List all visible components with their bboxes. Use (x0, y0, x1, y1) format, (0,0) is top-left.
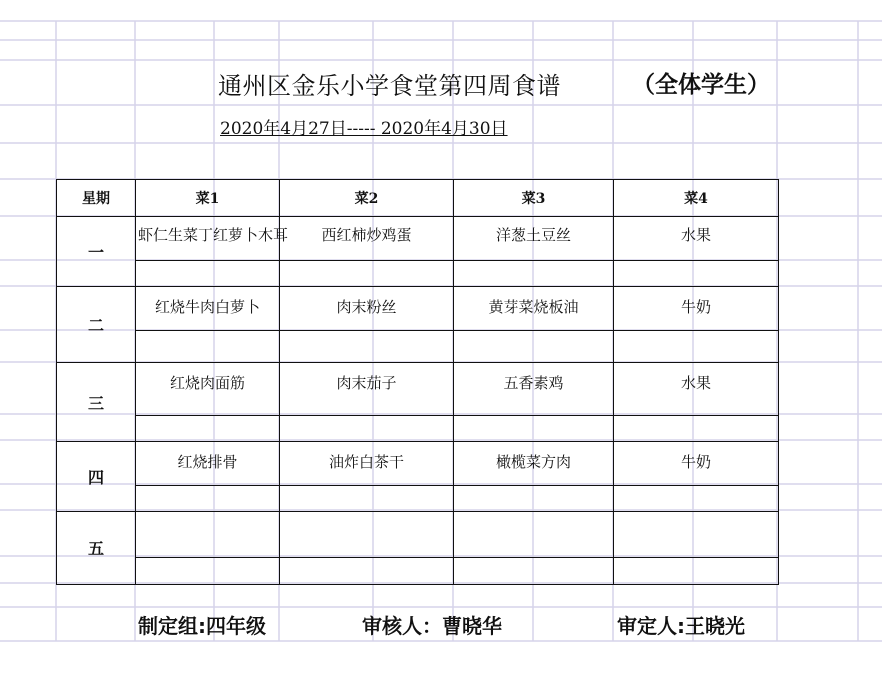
dish-cell[interactable]: 红烧牛肉白萝卜 (136, 287, 280, 331)
dish-cell[interactable]: 洋葱土豆丝 (454, 217, 614, 261)
dish-cell[interactable]: 水果 (614, 363, 779, 415)
footer-reviewer: 审核人：曹晓华 (362, 614, 502, 638)
empty-cell[interactable] (280, 557, 454, 584)
dish-cell[interactable]: 油炸白茶干 (280, 441, 454, 485)
page-title: 通州区金乐小学食堂第四周食谱 (218, 72, 561, 100)
weekday-cell: 一 (57, 217, 136, 287)
empty-cell[interactable] (136, 557, 280, 584)
empty-cell[interactable] (614, 331, 779, 363)
weekday-cell: 三 (57, 363, 136, 441)
column-header-dish-2: 菜2 (280, 180, 454, 217)
table-row-blank (57, 331, 779, 363)
empty-cell[interactable] (454, 331, 614, 363)
empty-cell[interactable] (614, 261, 779, 287)
table-row (57, 363, 779, 415)
column-header-dish-4: 菜4 (614, 180, 779, 217)
dish-cell[interactable]: 水果 (614, 217, 779, 261)
dish-cell[interactable]: 牛奶 (614, 287, 779, 331)
empty-cell[interactable] (280, 331, 454, 363)
dish-cell[interactable]: 黄芽菜烧板油 (454, 287, 614, 331)
dish-cell[interactable] (454, 511, 614, 557)
table-row (57, 217, 779, 261)
dish-cell[interactable]: 橄榄菜方肉 (454, 441, 614, 485)
dish-cell[interactable]: 西红柿炒鸡蛋 (280, 217, 454, 261)
empty-cell[interactable] (614, 415, 779, 441)
table-row (57, 287, 779, 331)
dish-cell[interactable]: 红烧排骨 (136, 441, 280, 485)
empty-cell[interactable] (136, 485, 280, 511)
table-row-blank (57, 485, 779, 511)
empty-cell[interactable] (454, 485, 614, 511)
empty-cell[interactable] (454, 415, 614, 441)
table-row-blank (57, 557, 779, 584)
empty-cell[interactable] (280, 415, 454, 441)
column-header-dish-1: 菜1 (136, 180, 280, 217)
dish-cell[interactable]: 红烧肉面筋 (136, 363, 280, 415)
menu-table (56, 179, 779, 585)
table-row (57, 441, 779, 485)
empty-cell[interactable] (136, 261, 280, 287)
empty-cell[interactable] (280, 261, 454, 287)
empty-cell[interactable] (136, 331, 280, 363)
dish-cell[interactable] (614, 511, 779, 557)
empty-cell[interactable] (454, 557, 614, 584)
empty-cell[interactable] (280, 485, 454, 511)
column-header-weekday: 星期 (57, 180, 136, 217)
header-row (57, 180, 779, 217)
column-header-dish-3: 菜3 (454, 180, 614, 217)
footer-group: 制定组:四年级 (138, 614, 266, 638)
weekday-cell: 二 (57, 287, 136, 363)
empty-cell[interactable] (136, 415, 280, 441)
table-row-blank (57, 415, 779, 441)
empty-cell[interactable] (454, 261, 614, 287)
dish-cell[interactable]: 牛奶 (614, 441, 779, 485)
audience-label: （全体学生） (632, 72, 770, 98)
dish-cell[interactable] (136, 511, 280, 557)
table-row (57, 511, 779, 557)
weekday-cell: 四 (57, 441, 136, 511)
empty-cell[interactable] (614, 485, 779, 511)
dish-cell[interactable]: 肉末粉丝 (280, 287, 454, 331)
date-range: 2020年4月27日----- 2020年4月30日 (220, 119, 508, 139)
dish-cell[interactable]: 虾仁生菜丁红萝卜木耳 (136, 217, 280, 261)
dish-cell[interactable]: 肉末茄子 (280, 363, 454, 415)
dish-cell[interactable] (280, 511, 454, 557)
dish-cell[interactable]: 五香素鸡 (454, 363, 614, 415)
weekday-cell: 五 (57, 511, 136, 584)
table-row-blank (57, 261, 779, 287)
footer-approver: 审定人:王晓光 (617, 614, 745, 638)
empty-cell[interactable] (614, 557, 779, 584)
